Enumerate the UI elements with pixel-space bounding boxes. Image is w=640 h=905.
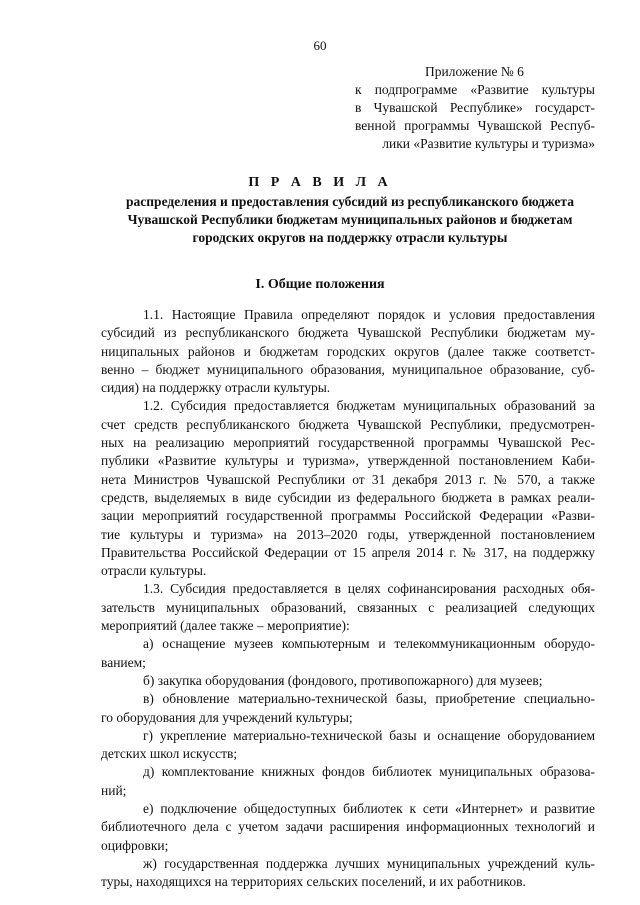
paragraph-line: туры, находящихся на территориях сельских поселений, и их работников. [101,874,526,890]
paragraph-line: го оборудования для учреждений культуры; [101,709,353,725]
paragraph-line: отрасли культуры. [101,563,207,579]
paragraph [101,855,595,892]
paragraph-line: Правительства Российской Федерации от 15 апреля 2014 г. № 317, на поддержку [101,544,595,560]
appendix-line: венной программы Чувашской Респуб- [355,118,595,133]
subtitle-line: городских округов на поддержку отрасли культуры [192,230,508,245]
appendix-title: Приложение № 6 [425,64,524,79]
paragraph [101,635,595,672]
appendix-line: лики «Развитие культуры и туризма» [382,136,595,151]
paragraph [101,763,595,800]
section-heading: I. Общие положения [255,277,385,292]
paragraph-line: средств, выделяемых в виде субсидии из федерального бюджета в рамках реали- [101,489,595,505]
appendix-line: в Чувашской Республике» государст- [355,100,595,115]
paragraph-line: г) укрепление материально-технической базы и оснащение оборудованием [143,727,595,743]
paragraph-line: венно – бюджет муниципального образования, муниципальное образование, суб- [101,361,595,377]
paragraph-line: мероприятий (далее также – мероприятие): [101,618,350,634]
paragraph-line: нета Министров Чувашской Республики от 31 декабря 2013 г. № 570, а также [101,471,595,487]
paragraph-line: б) закупка оборудования (фондового, противопожарного) для музеев; [143,672,543,688]
paragraph [101,800,595,855]
paragraph-line: ванием; [101,654,146,670]
paragraph [101,672,595,690]
paragraph-line: счет средств республиканского бюджета Чувашской Республики, предусмотрен- [101,416,595,432]
paragraph-line: е) подключение общедоступных библиотек к сети «Интернет» и развитие [143,801,595,817]
paragraph [101,727,595,764]
paragraph-line: д) комплектование книжных фондов библиотек муниципальных образова- [143,764,595,780]
paragraph-line: субсидий из республиканского бюджета Чувашской Республики бюджетам му- [101,325,595,341]
paragraph [101,306,595,397]
paragraph-line: 1.1. Настоящие Правила определяют порядок и условия предоставления [143,307,595,322]
document-title: П Р А В И Л А [248,175,392,190]
paragraph-line: публики «Развитие культуры и туризма», утвержденной постановлением Каби- [101,453,595,469]
paragraph-line: зации мероприятий государственной программы Российской Федерации «Разви- [101,508,595,524]
paragraph-line: детских школ искусств; [101,746,238,762]
paragraph-line: зательств муниципальных образований, связанных с реализацией следующих [101,599,595,615]
document-subtitle [100,193,600,247]
paragraph-line: ных на реализацию мероприятий государственной программы Чувашской Рес- [101,435,595,451]
paragraph [101,690,595,727]
paragraph-line: а) оснащение музеев компьютерным и телекоммуникационным оборудо- [143,636,595,652]
paragraph-line: 1.3. Субсидия предоставляется в целях софинансирования расходных обя- [143,581,595,597]
body-text [101,306,595,892]
paragraph-line: оцифровки; [101,837,169,853]
paragraph-line: ний; [101,782,127,798]
paragraph-line: ниципальных районов и бюджетам городских округов (далее также соответст- [101,343,595,359]
paragraph-line: 1.2. Субсидия предоставляется бюджетам муниципальных образований за [143,398,595,414]
appendix-block [355,63,595,153]
paragraph [101,580,595,635]
paragraph-line: сидия) на поддержку отрасли культуры. [101,380,331,396]
paragraph [101,397,595,580]
appendix-line: к подпрограмме «Развитие культуры [355,82,595,97]
paragraph-line: в) обновление материально-технической базы, приобретение специально- [143,691,595,707]
subtitle-line: Чувашской Республики бюджетам муниципальных районов и бюджетам [127,212,573,227]
page-number: 60 [313,38,327,53]
paragraph-line: тие культуры и туризма» на 2013–2020 годы, утвержденной постановлением [101,526,595,542]
paragraph-line: библиотечного дела с учетом задачи расширения информационных технологий и [101,819,595,835]
paragraph-line: ж) государственная поддержка лучших муниципальных учреждений куль- [143,855,595,871]
subtitle-line: распределения и предоставления субсидий из республиканского бюджета [126,194,574,209]
